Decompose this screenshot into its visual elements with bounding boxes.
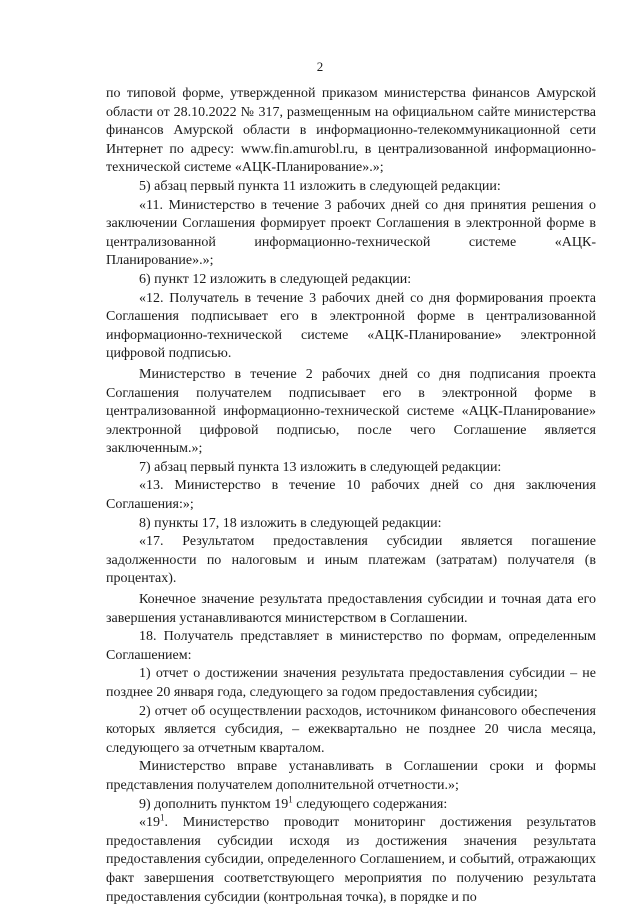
paragraph-item-6: 6) пункт 12 изложить в следующей редакции:: [139, 271, 412, 287]
clause-19-1-superscript: 1: [160, 812, 165, 823]
paragraph-clause-12: «12. Получатель в течение 3 рабочих дней со дня формирования проекта Соглашения подписывает его в электронной форме в централизованной информационно-технической системе «АЦК-Планирование» электронной цифровой подписью.: [106, 290, 596, 362]
clause-19-1-text-after: . Министерство проводит мониторинг достижения результатов предоставления субсидии исходя из достижения значения результата предоставления субсидии, определенного Соглашением, и событий, отражающих факт завершения соответствующего мероприятия по получению результата предоставления субсидии (контрольная точка), в порядке и по: [106, 815, 596, 905]
paragraph-item-7: 7) абзац первый пункта 13 изложить в следующей редакции:: [139, 459, 502, 475]
paragraph-clause-18: 18. Получатель представляет в министерство по формам, определенным Соглашением:: [106, 629, 596, 663]
paragraph-clause-17-part-2: Конечное значение результата предоставления субсидии и точная дата его завершения устанавливаются министерством в Соглашении.: [106, 592, 596, 626]
paragraph-clause-19-1: [106, 814, 596, 907]
paragraph-clause-18-sub-1: 1) отчет о достижении значения результата предоставления субсидии – не позднее 20 января года, следующего за годом предоставления субсидии;: [106, 666, 596, 700]
paragraph-continuation: по типовой форме, утвержденной приказом министерства финансов Амурской области от 28.10.2022 № 317, размещенным на официальном сайте министерства финансов Амурской области в информационно-телекоммуникационной сети Интернет по адресу: www.fin.amurobl.ru, в централизованной информационно-технической системе «АЦК-Планирование».»;: [106, 86, 596, 176]
document-body: [106, 85, 596, 907]
paragraph-clause-12-part-2: Министерство в течение 2 рабочих дней со дня подписания проекта Соглашения получателем подписывает его в электронной форме в централизованной информационно-технической системе «АЦК-Планирование» электронной цифровой подписью, после чего Соглашение является заключенным.»;: [106, 366, 596, 457]
page-number: 2: [316, 59, 324, 74]
clause-19-1-text-before: «19: [139, 815, 160, 831]
item-9-text-before: 9) дополнить пунктом 19: [139, 796, 289, 812]
paragraph-clause-18-part-2: Министерство вправе устанавливать в Соглашении сроки и формы представления получателем дополнительной отчетности.»;: [106, 759, 596, 793]
item-9-text-after: следующего содержания:: [292, 796, 448, 812]
paragraph-item-5: 5) абзац первый пункта 11 изложить в следующей редакции:: [139, 178, 501, 194]
paragraph-item-8: 8) пункты 17, 18 изложить в следующей редакции:: [139, 515, 442, 531]
item-9-superscript: 1: [288, 793, 293, 804]
paragraph-clause-11: «11. Министерство в течение 3 рабочих дней со дня принятия решения о заключении Соглашения формирует проект Соглашения в электронной форме в централизованной информационно-технической системе «АЦК-Планирование».»;: [106, 197, 596, 269]
paragraph-clause-18-sub-2: 2) отчет об осуществлении расходов, источником финансового обеспечения которых является субсидия, – ежеквартально не позднее 20 числа месяца, следующего за отчетным кварталом.: [106, 703, 596, 756]
paragraph-clause-13: «13. Министерство в течение 10 рабочих дней со дня заключения Соглашения:»;: [106, 478, 596, 513]
paragraph-clause-17: «17. Результатом предоставления субсидии является погашение задолженности по налоговым и иным платежам (затратам) получателя (в процентах).: [106, 534, 596, 587]
paragraph-item-9: [106, 793, 596, 815]
